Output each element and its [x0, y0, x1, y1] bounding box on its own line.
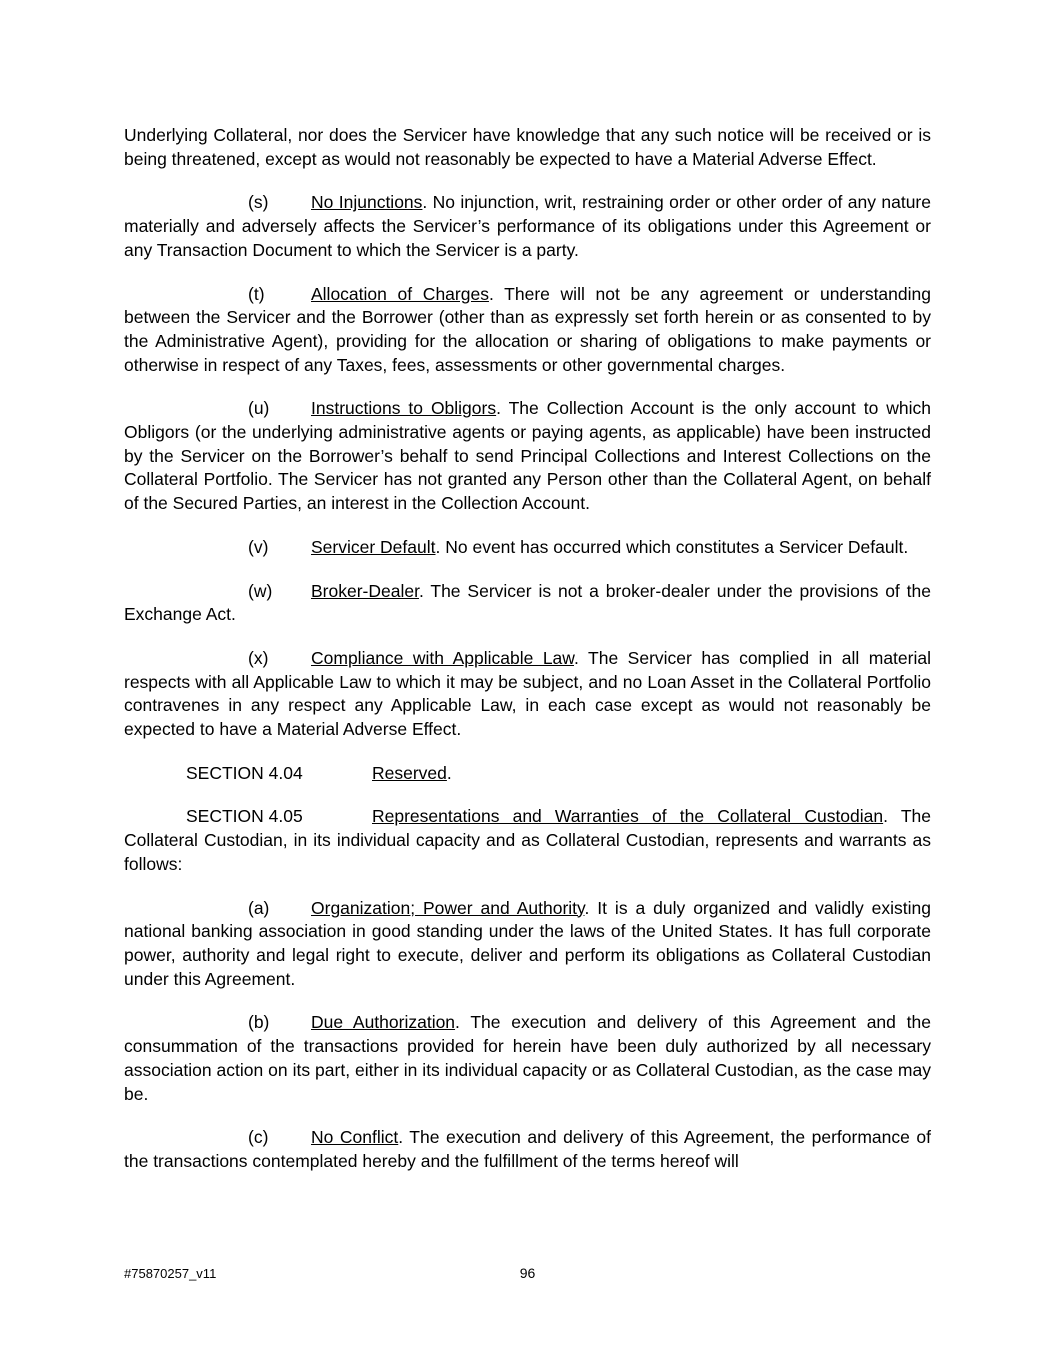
clause-body: . No event has occurred which constitutes a Servicer Default. [435, 536, 909, 557]
section-body: . The Collateral Custodian, in its individual capacity and as Collateral Custodian, represents and warrants as follows: [124, 806, 931, 874]
clause-number: (t) [248, 283, 265, 304]
page-body [124, 124, 931, 1194]
continuation-paragraph: Underlying Collateral, nor does the Servicer have knowledge that any such notice will be received or is being threatened, except as would not reasonably be expected to have a Material Adverse Effect. [124, 125, 931, 169]
clause-number: (c) [248, 1127, 269, 1148]
clause-heading: Servicer Default [311, 536, 436, 557]
section-4-05 [124, 805, 931, 876]
clause-heading: No Injunctions [311, 192, 423, 213]
clause-number: (v) [248, 536, 269, 557]
clause-c [124, 1126, 931, 1173]
clause-body: . The Servicer has complied in all material respects with all Applicable Law to which it may be subject, and no Loan Asset in the Collateral Portfolio contravenes in any respect any Applicable Law, in each case except as would not reasonably be expected to have a Material Adverse Effect. [124, 647, 931, 740]
clause-v [124, 536, 931, 560]
clause-number: (u) [248, 398, 270, 419]
clause-body: . No injunction, writ, restraining order or other order of any nature materially and adversely affects the Servicer’s performance of its obligations under this Agreement or any Transaction Document to which the Servicer is a party. [124, 192, 931, 260]
clause-number: (x) [248, 647, 269, 668]
clause-body: . The Servicer is not a broker-dealer under the provisions of the Exchange Act. [124, 580, 931, 625]
section-4-04 [124, 762, 931, 786]
clause-x [124, 647, 931, 742]
document-id: #75870257_v11 [124, 1266, 217, 1281]
clause-heading: Broker-Dealer [311, 580, 419, 601]
clause-a [124, 897, 931, 992]
section-number: SECTION 4.04 [186, 762, 303, 783]
clause-body: . The Collection Account is the only account to which Obligors (or the underlying administrative agents or paying agents, as applicable) have been instructed by the Servicer on the Borrower’s behalf to send Principal Collections and Interest Collections on the Collateral Portfolio. The Servicer has not granted any Person other than the Collateral Agent, on behalf of the Secured Parties, an interest in the Collection Account. [124, 398, 931, 514]
clause-s [124, 191, 931, 262]
clause-b [124, 1011, 931, 1106]
clause-number: (a) [248, 897, 270, 918]
clause-heading: Due Authorization [311, 1012, 456, 1033]
section-heading: Representations and Warranties of the Collateral Custodian [372, 806, 884, 827]
clause-heading: Compliance with Applicable Law [311, 647, 574, 668]
clause-heading: Organization; Power and Authority [311, 897, 585, 918]
clause-body: . It is a duly organized and validly existing national banking association in good standing under the laws of the United States. It has full corporate power, authority and legal right to execute, deliver and perform its obligations as Collateral Custodian under this Agreement. [124, 897, 931, 989]
clause-t [124, 283, 931, 378]
clause-w [124, 580, 931, 627]
clause-number: (s) [248, 192, 269, 213]
clause-number: (b) [248, 1012, 270, 1033]
clause-body: . The execution and delivery of this Agreement, the performance of the transactions contemplated hereby and the fulfillment of the terms hereof will [124, 1127, 931, 1171]
section-heading: Reserved [372, 762, 447, 783]
clause-u [124, 397, 931, 516]
clause-body: . There will not be any agreement or understanding between the Servicer and the Borrower (other than as expressly set forth herein or as consented to by the Administrative Agent), providing for the allocation or sharing of obligations to make payments or otherwise in respect of any Taxes, fees, assessments or other governmental charges. [124, 283, 931, 375]
clause-heading: Allocation of Charges [311, 283, 489, 304]
clause-heading: Instructions to Obligors [311, 398, 497, 419]
clause-number: (w) [248, 580, 273, 601]
clause-heading: No Conflict [311, 1127, 399, 1148]
section-number: SECTION 4.05 [186, 806, 303, 827]
page-number: 96 [519, 1265, 536, 1281]
clause-body: . The execution and delivery of this Agreement and the consummation of the transactions provided for herein have been duly authorized by all necessary association action on its part, either in its individual capacity or as Collateral Custodian, as the case may be. [124, 1012, 931, 1104]
section-body: . [446, 762, 452, 783]
